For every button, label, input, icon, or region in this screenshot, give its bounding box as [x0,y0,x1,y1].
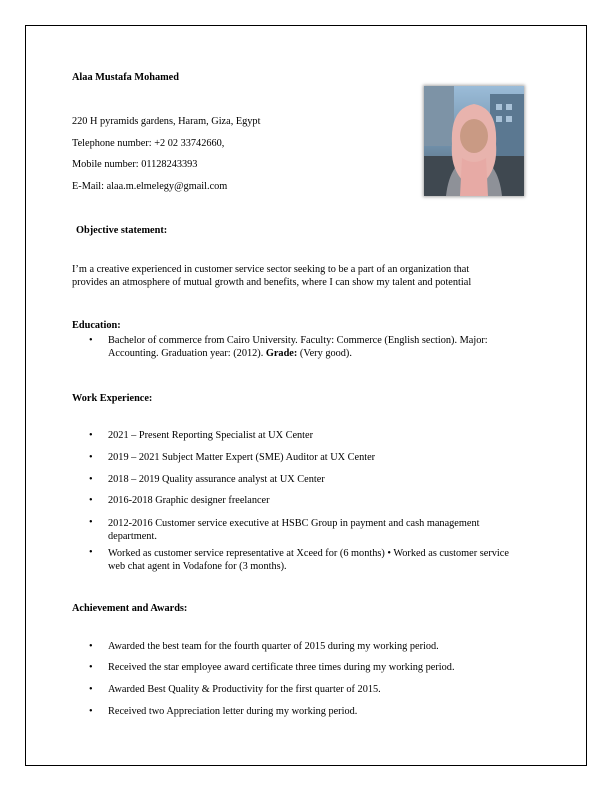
bullet: • [89,684,93,695]
bullet: • [89,335,93,346]
bullet: • [89,474,93,485]
objective-text-line1: I’m a creative experienced in customer service sector seeking to be a part of an organization that [72,264,470,275]
work-item-text: 2021 – Present Reporting Specialist at UX Center [108,430,314,441]
bullet: • [89,547,93,558]
education-heading: Education: [72,320,121,331]
awards-heading: Achievement and Awards: [72,603,188,614]
profile-photo [424,86,524,196]
objective-text-line2: provides an atmosphere of mutual growth and benefits, where I can show my talent and potential [72,277,472,288]
work-item-text: Worked as customer service representative at Xceed for (6 months) • Worked as customer service web chat agent in Vodafone for (3 months). [108,548,509,572]
bullet: • [89,517,93,528]
work-item-text: 2018 – 2019 Quality assurance analyst at UX Center [108,474,325,485]
mobile: Mobile number: 01128243393 [72,159,198,170]
grade-label: Grade: [265,348,298,359]
grade-value: (Very good). [299,348,352,359]
education-line2 [108,348,528,360]
address: 220 H pyramids gardens, Haram, Giza, Egypt [72,116,261,127]
bullet: • [89,641,93,652]
objective-heading: Objective statement: [76,225,168,236]
work-heading: Work Experience: [72,393,153,404]
email: E-Mail: alaa.m.elmelegy@gmail.com [72,181,228,192]
work-item-text: 2012-2016 Customer service executive at HSBC Group in payment and cash management department. [108,518,480,542]
bullet: • [89,452,93,463]
bullet: • [89,662,93,673]
bullet: • [89,495,93,506]
award-item-text: Awarded Best Quality & Productivity for the first quarter of 2015. [108,684,381,695]
bullet: • [89,430,93,441]
education-line2-text: Accounting. Graduation year: (2012). [108,348,264,359]
award-item-text: Received the star employee award certificate three times during my working period. [108,662,455,673]
work-item-text: 2016-2018 Graphic designer freelancer [108,495,270,506]
award-item-text: Awarded the best team for the fourth quarter of 2015 during my working period. [108,641,439,652]
telephone: Telephone number: +2 02 33742660, [72,138,225,149]
bullet: • [89,706,93,717]
work-item-text: 2019 – 2021 Subject Matter Expert (SME) Auditor at UX Center [108,452,376,463]
award-item-text: Received two Appreciation letter during my working period. [108,706,358,717]
education-line1: Bachelor of commerce from Cairo University. Faculty: Commerce (English section). Major: [108,335,488,346]
candidate-name: Alaa Mustafa Mohamed [72,72,179,83]
